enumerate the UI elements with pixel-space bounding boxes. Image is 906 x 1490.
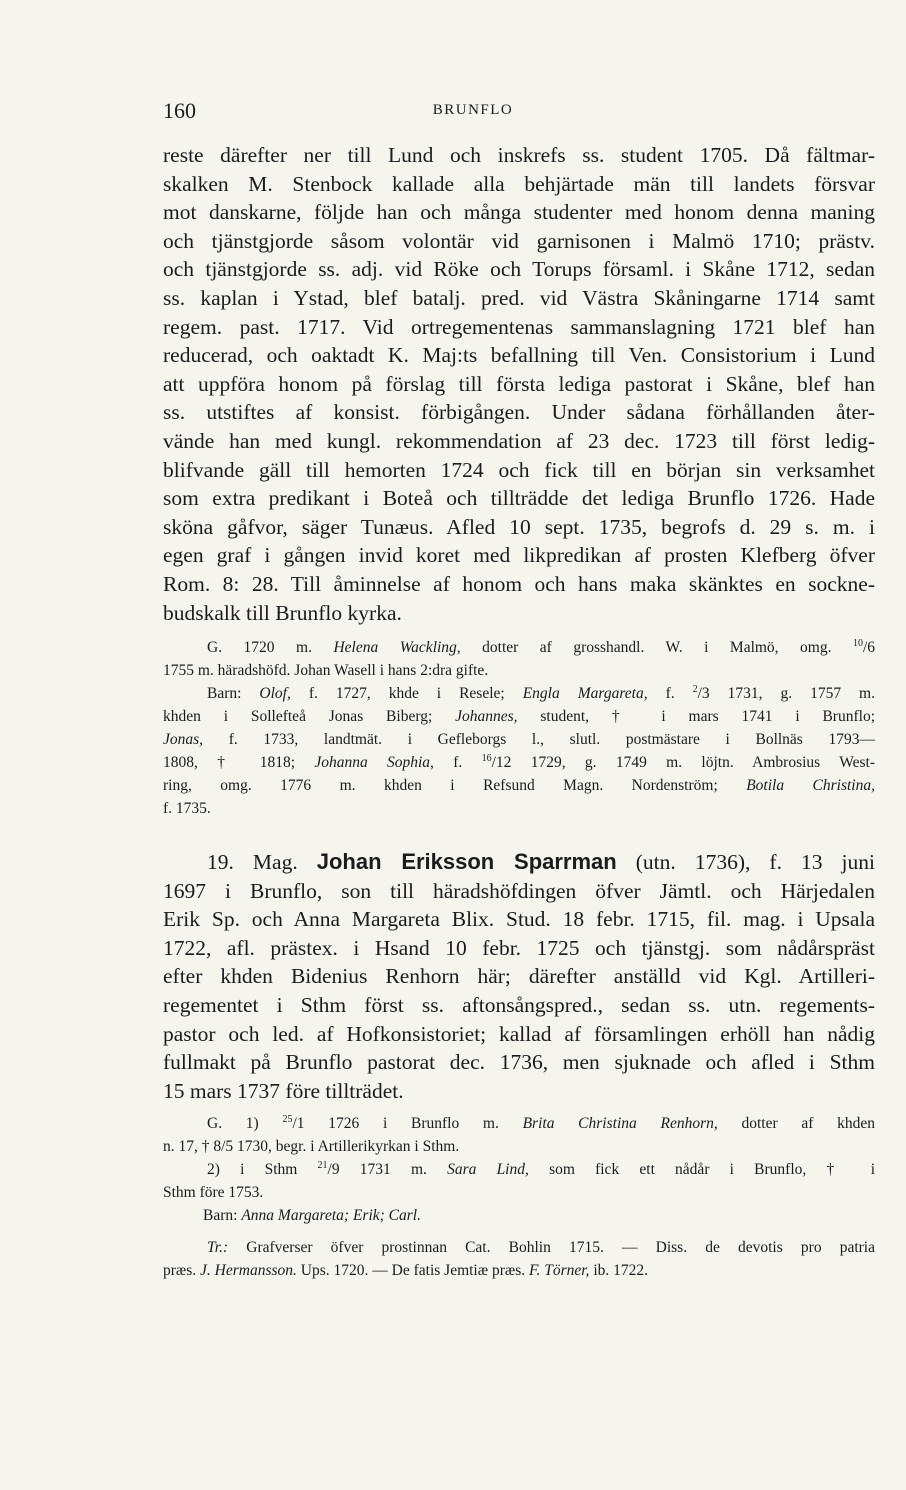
text-line: och tjänstgjorde såsom volontär vid garnisonen i Malmö 1710; prästv.	[163, 228, 875, 253]
entry-19-family	[163, 1112, 875, 1227]
spouse-name: Sara Lind,	[447, 1161, 529, 1178]
text-line: 1722, afl. prästex. i Hsand 10 febr. 1725 och tjänstgj. som nådårspräst	[163, 935, 875, 960]
entry-heading-line: 19. Mag. Johan Eriksson Sparrman (utn. 1736), f. 13 juni	[207, 849, 875, 874]
sources-block	[163, 1236, 875, 1282]
text-line: regem. past. 1717. Vid ortregementenas sammanslagning 1721 blef han	[163, 314, 875, 339]
marriage-line: Sthm före 1753.	[163, 1184, 264, 1201]
children-line: f. 1735.	[163, 800, 211, 817]
sources-label: Tr.:	[207, 1239, 229, 1256]
page-number: 160	[163, 98, 196, 123]
text-line: blifvande gäll till hemorten 1724 och fick till en början sin verksamhet	[163, 457, 875, 482]
entry-18-family	[163, 636, 875, 820]
text-line: fullmakt på Brunflo pastorat dec. 1736, men sjuknade och afled i Sthm	[163, 1050, 875, 1075]
children-line: 1808, † 1818; Johanna Sophia, f. $^{16}$/12 1729, g. 1749 m. löjtn. Ambrosius West-	[163, 753, 875, 771]
entry-18-body	[163, 141, 875, 627]
children-line: khden i Sollefteå Jonas Biberg; Johannes, student, † i mars 1741 i Brunflo;	[163, 708, 875, 725]
children-names: Anna Margareta; Erik; Carl.	[241, 1207, 421, 1224]
children-line: Jonas, f. 1733, landtmät. i Gefleborgs l., slutl. postmästare i Bollnäs 1793—	[163, 731, 875, 748]
child-name: Johannes,	[455, 708, 518, 725]
author-name: J. Hermansson.	[200, 1262, 297, 1279]
text-line: egen graf i gången invid koret med likpredikan af prosten Klefberg öfver	[163, 543, 875, 568]
children-line: ring, omg. 1776 m. khden i Refsund Magn. Nordenström; Botila Christina,	[163, 777, 875, 794]
text-line: efter khden Bidenius Renhorn här; därefter anställd vid Kgl. Artilleri-	[163, 964, 875, 989]
sources-line: præs. J. Hermansson. Ups. 1720. — De fatis Jemtiæ præs. F. Törner, ib. 1722.	[163, 1262, 648, 1279]
marriage-line: n. 17, † 8/5 1730, begr. i Artillerikyrkan i Sthm.	[163, 1138, 460, 1155]
marriage-line: G. 1) $^{25}$/1 1726 i Brunflo m. Brita Christina Renhorn, dotter af khden	[207, 1114, 876, 1132]
text-line: Rom. 8: 28. Till åminnelse af honom och hans maka skänktes en sockne-	[163, 571, 875, 596]
text-line: vände han med kungl. rekommendation af 23 dec. 1723 till först ledig-	[163, 428, 875, 453]
entry-19-body	[163, 848, 875, 1105]
text-line: 1697 i Brunflo, son till häradshöfdingen öfver Jämtl. och Härjedalen	[163, 878, 875, 903]
text-line: pastor och led. af Hofkonsistoriet; kallad af församlingen erhöll han nådig	[163, 1021, 875, 1046]
child-name: Jonas,	[163, 731, 204, 748]
marriage-line: 1755 m. häradshöfd. Johan Wasell i hans 2:dra gifte.	[163, 662, 489, 679]
text-line: och tjänstgjorde ss. adj. vid Röke och Torups församl. i Skåne 1712, sedan	[163, 257, 875, 282]
child-name: Botila Christina,	[746, 777, 875, 794]
text-line: sköna gåfvor, säger Tunæus. Afled 10 sept. 1735, begrofs d. 29 s. m. i	[163, 514, 875, 539]
child-name: Olof,	[259, 685, 291, 702]
text-line: 15 mars 1737 före tillträdet.	[163, 1078, 404, 1103]
text-line: att uppföra honom på förslag till första lediga pastorat i Skåne, blef han	[163, 371, 875, 396]
running-head: BRUNFLO	[432, 102, 514, 118]
text-line: ss. utstiftes af konsist. förbigången. Under sådana förhållanden åter-	[163, 400, 875, 425]
text-line: skalken M. Stenbock kallade alla behjärtade män till landets försvar	[163, 171, 875, 196]
text-line: reducerad, och oaktadt K. Maj:ts befallning till Ven. Consistorium i Lund	[163, 343, 875, 368]
text-line: mot danskarne, följde han och många studenter med honom denna maning	[163, 200, 875, 225]
child-name: Engla Margareta,	[522, 685, 648, 702]
page-header	[163, 98, 783, 128]
marriage-line: 2) i Sthm $^{21}$/9 1731 m. Sara Lind, som fick ett nådår i Brunflo, † i	[207, 1160, 876, 1178]
text-line: budskalk till Brunflo kyrka.	[163, 600, 402, 625]
text-line: reste därefter ner till Lund och inskrefs ss. student 1705. Då fältmar-	[163, 143, 875, 167]
text-line: regementet i Sthm först ss. aftonsångspred., sedan ss. utn. regements-	[163, 992, 875, 1017]
sources-line: Tr.: Grafverser öfver prostinnan Cat. Bohlin 1715. — Diss. de devotis pro patria	[207, 1239, 875, 1256]
entry-number: 19. Mag.	[207, 850, 317, 874]
text-line: Erik Sp. och Anna Margareta Blix. Stud. 18 febr. 1715, fil. mag. i Upsala	[163, 907, 875, 932]
child-name: Johanna Sophia,	[314, 754, 434, 771]
children-line: Barn: Olof, f. 1727, khde i Resele; Engla Margareta, f. $^2$/3 1731, g. 1757 m.	[207, 684, 875, 702]
text-line: ss. kaplan i Ystad, blef batalj. pred. vid Västra Skåningarne 1714 samt	[163, 285, 875, 310]
spouse-name: Helena Wackling,	[333, 639, 461, 656]
text-line: som extra predikant i Boteå och tillträdde det lediga Brunflo 1726. Hade	[163, 486, 875, 511]
children-line: Barn: Anna Margareta; Erik; Carl.	[203, 1207, 421, 1224]
author-name: F. Törner,	[528, 1262, 590, 1279]
person-name: Johan Eriksson Sparrman	[316, 849, 617, 874]
marriage-line: G. 1720 m. Helena Wackling, dotter af grosshandl. W. i Malmö, omg. $^{10}$/6	[207, 638, 876, 656]
spouse-name: Brita Christina Renhorn,	[522, 1115, 718, 1132]
